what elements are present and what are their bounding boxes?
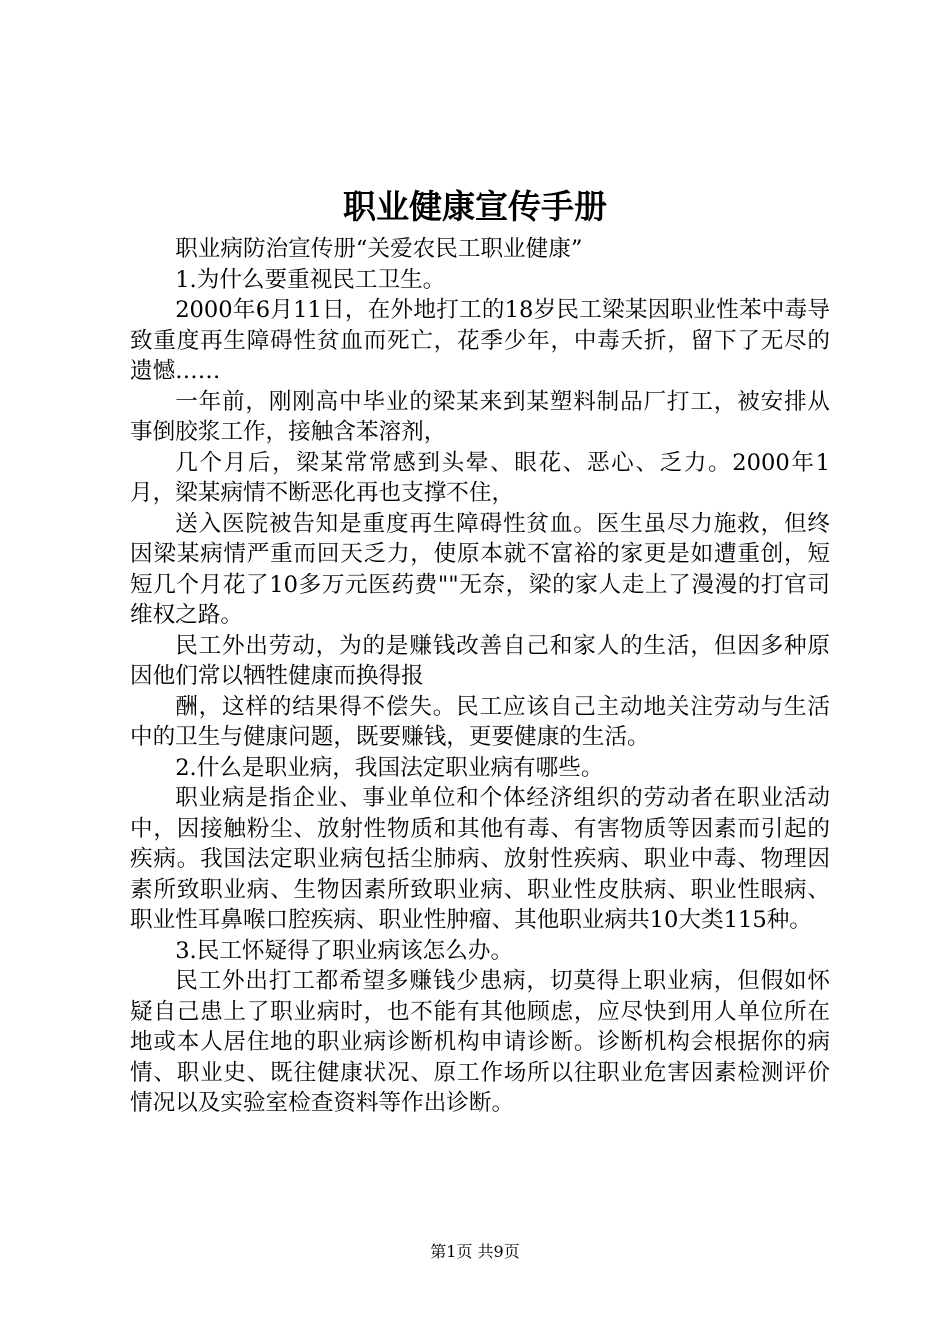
paragraph: 2000年6月11日，在外地打工的18岁民工梁某因职业性苯中毒导致重度再生障碍性贫血而死亡，花季少年，中毒夭折，留下了无尽的遗憾…… (130, 297, 830, 384)
paragraph: 几个月后，梁某常常感到头晕、眼花、恶心、乏力。2000年1月，梁某病情不断恶化再也支撑不住， (130, 449, 830, 506)
page-number-footer: 第1页 共9页 (430, 1242, 520, 1261)
paragraph: 民工外出打工都希望多赚钱少患病，切莫得上职业病，但假如怀疑自己患上了职业病时，也不能有其他顾虑，应尽快到用人单位所在地或本人居住地的职业病诊断机构申请诊断。诊断机构会根据你的病情、职业史、既往健康状况、原工作场所以往职业危害因素检测评价情况以及实验室检查资料等作出诊断。 (130, 968, 830, 1116)
paragraph: 民工外出劳动，为的是赚钱改善自己和家人的生活，但因多种原因他们常以牺牲健康而换得报 (130, 632, 830, 689)
paragraph: 酬，这样的结果得不偿失。民工应该自己主动地关注劳动与生活中的卫生与健康问题，既要赚钱，更要健康的生活。 (130, 693, 830, 750)
paragraph-heading-2: 2.什么是职业病，我国法定职业病有哪些。 (175, 754, 604, 781)
document-body (130, 234, 830, 1119)
paragraph: 职业病是指企业、事业单位和个体经济组织的劳动者在职业活动中，因接触粉尘、放射性物质和其他有毒、有害物质等因素而引起的疾病。我国法定职业病包括尘肺病、放射性疾病、职业中毒、物理因素所致职业病、生物因素所致职业病、职业性皮肤病、职业性眼病、职业性耳鼻喉口腔疾病、职业性肿瘤、其他职业病共10大类115种。 (130, 785, 830, 933)
paragraph-heading-1: 1.为什么要重视民工卫生。 (175, 266, 446, 293)
paragraph-subtitle: 职业病防治宣传册“关爱农民工职业健康” (175, 236, 583, 262)
paragraph: 送入医院被告知是重度再生障碍性贫血。医生虽尽力施救，但终因梁某病情严重而回天乏力，使原本就不富裕的家更是如遭重创，短短几个月花了10多万元医药费""无奈，梁的家人走上了漫漫的打官司维权之路。 (130, 510, 830, 628)
paragraph: 一年前，刚刚高中毕业的梁某来到某塑料制品厂打工，被安排从事倒胶浆工作，接触含苯溶剂， (130, 388, 830, 445)
paragraph-heading-3: 3.民工怀疑得了职业病该怎么办。 (175, 937, 514, 964)
document-title: 职业健康宣传手册 (343, 187, 607, 226)
